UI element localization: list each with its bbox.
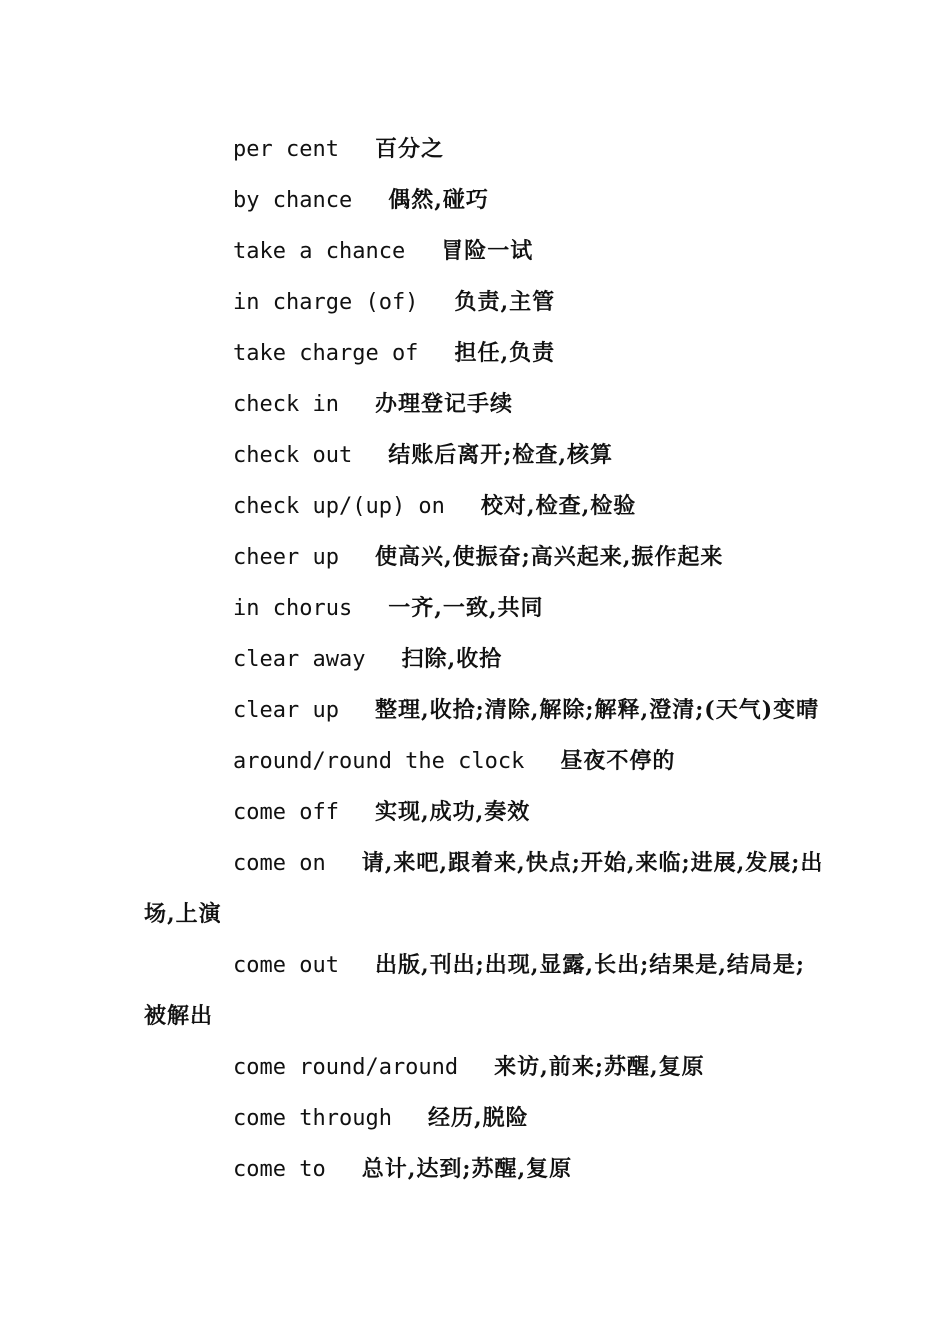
meaning: 校对,检查,检验 bbox=[480, 493, 637, 519]
phrase: around/round the clock bbox=[233, 749, 525, 774]
phrase: clear away bbox=[233, 647, 366, 672]
phrase: in chorus bbox=[233, 596, 353, 621]
phrase: check in bbox=[233, 392, 339, 417]
meaning: 扫除,收拾 bbox=[401, 646, 503, 672]
meaning: 请,来吧,跟着来,快点;开始,来临;进展,发展;出场,上演 bbox=[144, 850, 824, 927]
list-item bbox=[144, 787, 824, 838]
meaning: 实现,成功,奏效 bbox=[374, 799, 531, 825]
phrase: per cent bbox=[233, 137, 339, 162]
phrase: come round/around bbox=[233, 1055, 459, 1080]
phrase: clear up bbox=[233, 698, 339, 723]
phrase: cheer up bbox=[233, 545, 339, 570]
phrase: come on bbox=[233, 851, 326, 876]
list-item bbox=[144, 124, 824, 175]
list-item bbox=[144, 583, 824, 634]
meaning: 使高兴,使振奋;高兴起来,振作起来 bbox=[374, 544, 724, 570]
list-item bbox=[144, 1144, 824, 1195]
list-item bbox=[144, 379, 824, 430]
list-item bbox=[144, 940, 824, 1042]
phrase: come to bbox=[233, 1157, 326, 1182]
phrase: check out bbox=[233, 443, 353, 468]
list-item bbox=[144, 481, 824, 532]
meaning: 经历,脱险 bbox=[427, 1105, 529, 1131]
meaning: 负责,主管 bbox=[454, 289, 556, 315]
meaning: 昼夜不停的 bbox=[560, 748, 676, 774]
list-item bbox=[144, 1042, 824, 1093]
list-item bbox=[144, 226, 824, 277]
meaning: 百分之 bbox=[374, 136, 444, 162]
phrase: come out bbox=[233, 953, 339, 978]
list-item bbox=[144, 430, 824, 481]
meaning: 整理,收拾;清除,解除;解释,澄清;(天气)变晴 bbox=[374, 697, 820, 723]
meaning: 来访,前来;苏醒,复原 bbox=[494, 1054, 705, 1080]
list-item bbox=[144, 277, 824, 328]
list-item bbox=[144, 736, 824, 787]
phrase: take a chance bbox=[233, 239, 406, 264]
phrase-list bbox=[144, 124, 824, 1195]
meaning: 办理登记手续 bbox=[374, 391, 513, 417]
list-item bbox=[144, 685, 824, 736]
phrase: take charge of bbox=[233, 341, 419, 366]
list-item bbox=[144, 175, 824, 226]
meaning: 担任,负责 bbox=[454, 340, 556, 366]
list-item bbox=[144, 1093, 824, 1144]
phrase: by chance bbox=[233, 188, 353, 213]
phrase: check up/(up) on bbox=[233, 494, 445, 519]
phrase: in charge (of) bbox=[233, 290, 419, 315]
phrase: come through bbox=[233, 1106, 392, 1131]
meaning: 出版,刊出;出现,显露,长出;结果是,结局是;被解出 bbox=[144, 952, 805, 1029]
meaning: 一齐,一致,共同 bbox=[388, 595, 544, 621]
list-item bbox=[144, 532, 824, 583]
meaning: 总计,达到;苏醒,复原 bbox=[361, 1156, 573, 1182]
meaning: 结账后离开;检查,核算 bbox=[388, 442, 613, 468]
meaning: 冒险一试 bbox=[441, 238, 534, 264]
list-item bbox=[144, 634, 824, 685]
list-item bbox=[144, 328, 824, 379]
meaning: 偶然,碰巧 bbox=[388, 187, 489, 213]
list-item bbox=[144, 838, 824, 940]
phrase: come off bbox=[233, 800, 339, 825]
